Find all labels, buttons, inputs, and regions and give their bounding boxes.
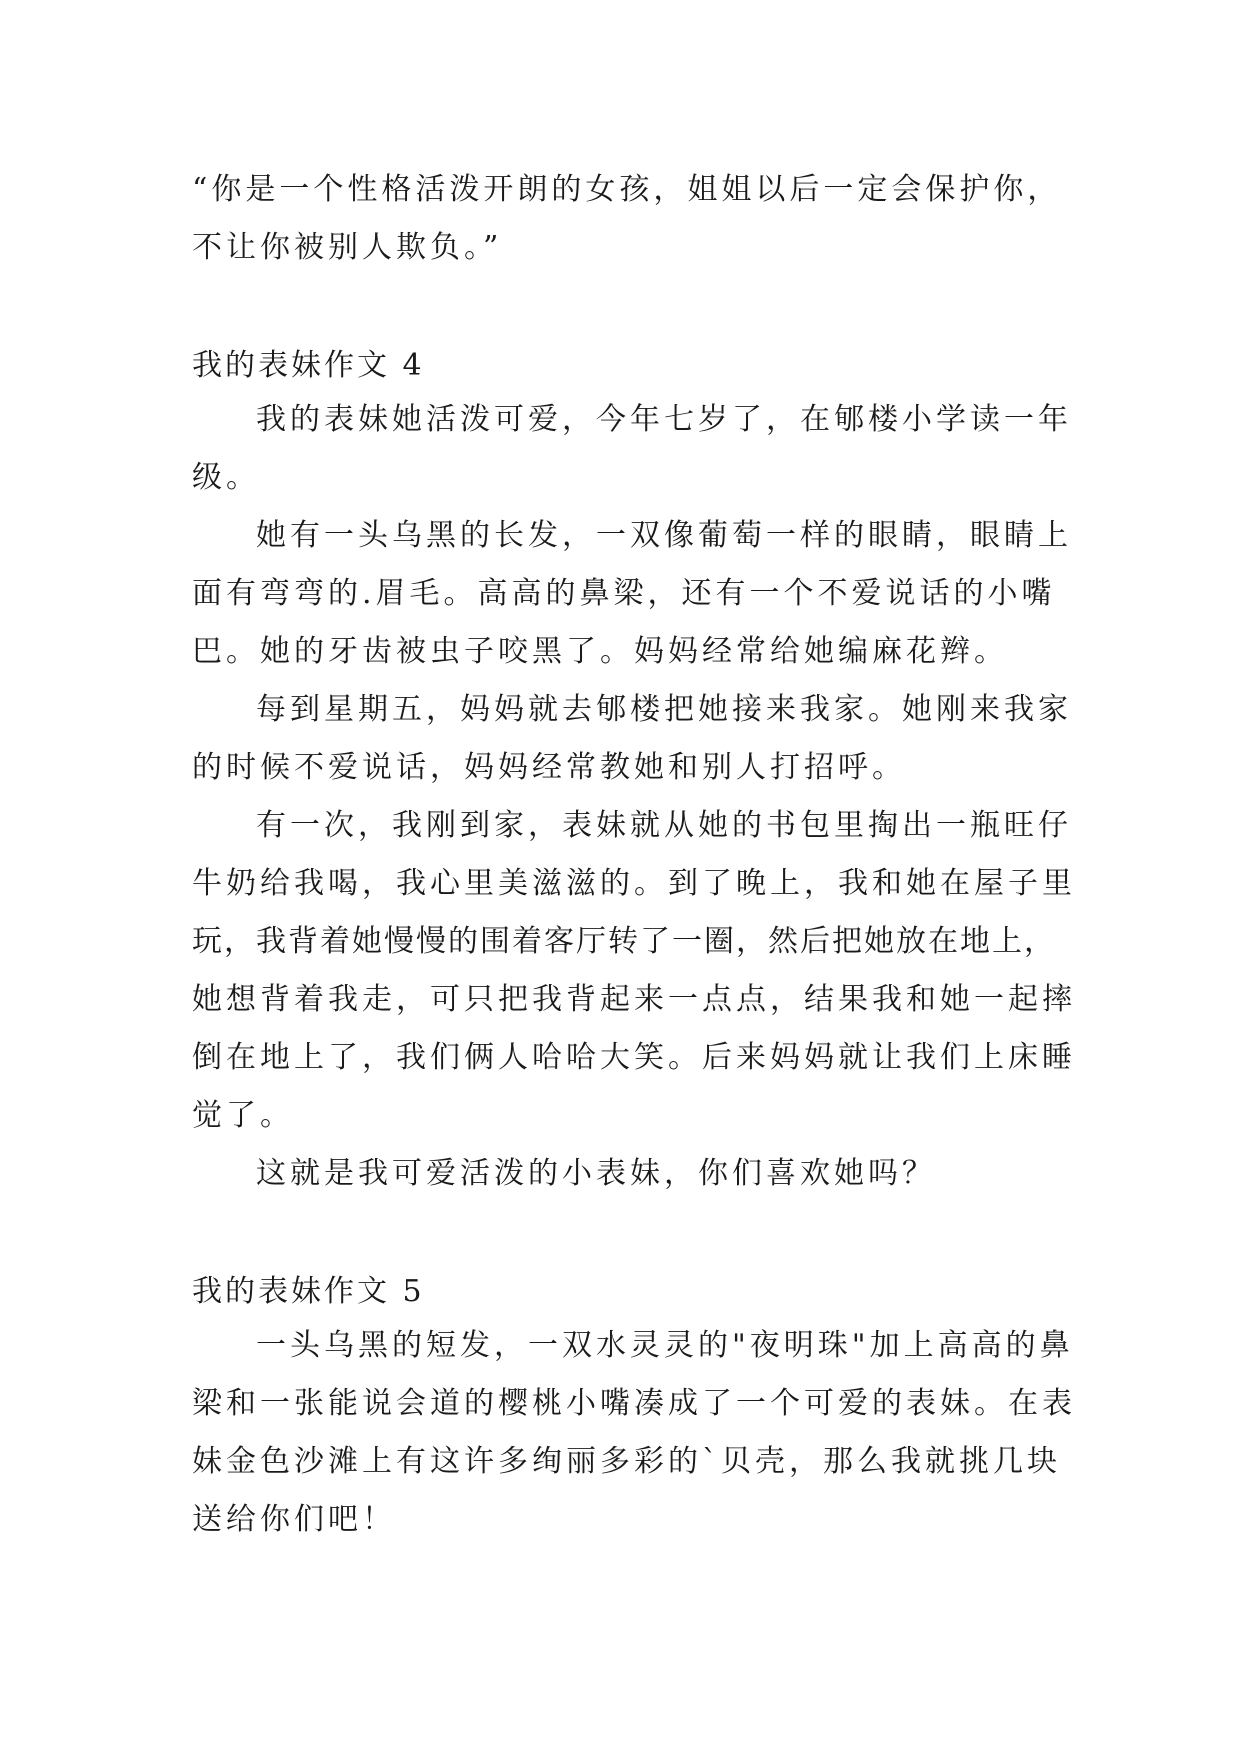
essay-5-line: 一头乌黑的短发，一双水灵灵的"夜明珠"加上高高的鼻	[256, 1328, 1074, 1363]
essay-4-line: 面有弯弯的.眉毛。高高的鼻梁，还有一个不爱说话的小嘴	[192, 576, 1056, 611]
essay-4-line: 她有一头乌黑的长发，一双像葡萄一样的眼睛，眼睛上	[256, 518, 1072, 553]
essay-4-line: 每到星期五，妈妈就去郇楼把她接来我家。她刚来我家	[256, 692, 1072, 727]
essay-5-line: 送给你们吧！	[192, 1502, 396, 1537]
intro-line-1: “你是一个性格活泼开朗的女孩，姐姐以后一定会保护你，	[192, 172, 1062, 207]
intro-line-2: 不让你被别人欺负。”	[192, 230, 503, 265]
essay-4-line: 觉了。	[192, 1098, 294, 1133]
essay-4-line: 玩，我背着她慢慢的围着客厅转了一圈，然后把她放在地上，	[192, 924, 1056, 959]
essay-4-line: 巴。她的牙齿被虫子咬黑了。妈妈经常给她编麻花辫。	[192, 634, 1008, 669]
essay-5-line: 妹金色沙滩上有这许多绚丽多彩的`贝壳，那么我就挑几块	[192, 1444, 1061, 1479]
essay-4-line: 倒在地上了，我们俩人哈哈大笑。后来妈妈就让我们上床睡	[192, 1040, 1076, 1075]
essay-4-line: 牛奶给我喝，我心里美滋滋的。到了晚上，我和她在屋子里	[192, 866, 1076, 901]
essay-4-line: 级。	[192, 460, 260, 495]
essay-5-heading: 我的表妹作文 5	[192, 1274, 425, 1309]
essay-4-line: 的时候不爱说话，妈妈经常教她和别人打招呼。	[192, 750, 906, 785]
essay-4-line: 她想背着我走，可只把我背起来一点点，结果我和她一起摔	[192, 982, 1076, 1017]
essay-4-heading: 我的表妹作文 4	[192, 348, 425, 383]
essay-4-line: 我的表妹她活泼可爱，今年七岁了，在郇楼小学读一年	[256, 402, 1072, 437]
essay-4-line: 有一次，我刚到家，表妹就从她的书包里掏出一瓶旺仔	[256, 808, 1072, 843]
essay-5-line: 梁和一张能说会道的樱桃小嘴凑成了一个可爱的表妹。在表	[192, 1386, 1076, 1421]
essay-4-line: 这就是我可爱活泼的小表妹，你们喜欢她吗？	[256, 1156, 936, 1191]
